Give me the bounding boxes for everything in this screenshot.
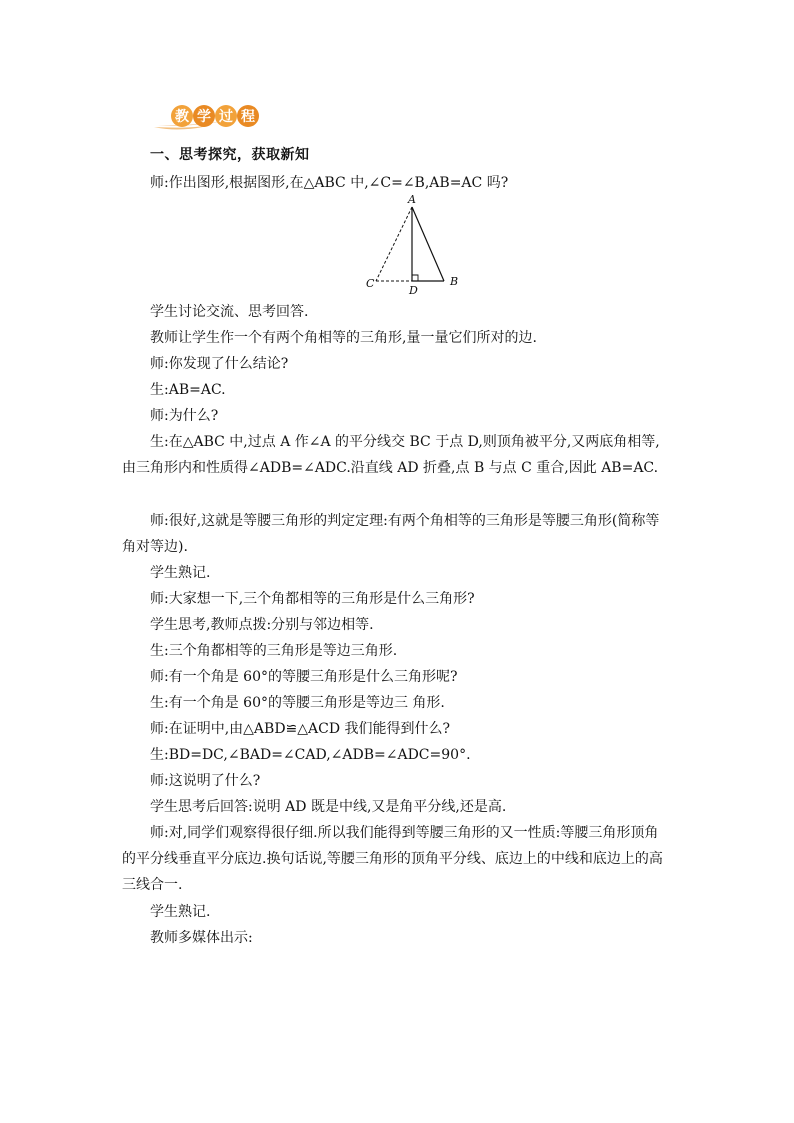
paragraph-7: 生:在△ABC 中,过点 A 作∠A 的平分线交 BC 于点 D,则顶角被平分,又两底角相等,由三角形内和性质得∠ADB=∠ADC.沿直线 AD 折叠,点 B 与点 C 重合,因此 AB=AC. [122, 434, 660, 476]
paragraph-18: 学生思考后回答:说明 AD 既是中线,又是角平分线,还是高. [150, 799, 507, 815]
paragraph-15: 师:在证明中,由△ABD≌△ACD 我们能得到什么? [150, 721, 451, 737]
paragraph-16: 生:BD=DC,∠BAD=∠CAD,∠ADB=∠ADC=90°. [150, 747, 471, 763]
paragraph-2: 学生讨论交流、思考回答. [150, 304, 309, 320]
paragraph-12: 生:三个角都相等的三角形是等边三角形. [150, 643, 398, 659]
paragraph-21: 教师多媒体出示: [150, 930, 253, 946]
paragraph-1: 师:作出图形,根据图形,在△ABC 中,∠C=∠B,AB=AC 吗? [150, 175, 509, 191]
paragraph-9: 学生熟记. [150, 565, 211, 581]
paragraph-20: 学生熟记. [150, 904, 211, 920]
label-a: A [408, 193, 416, 206]
banner-char-1: 教 [175, 109, 189, 125]
banner-char-4: 程 [241, 109, 255, 125]
paragraph-3: 教师让学生作一个有两个角相等的三角形,量一量它们所对的边. [150, 330, 537, 346]
section-title: 一、思考探究，获取新知 [150, 147, 310, 163]
paragraph-13: 师:有一个角是 60°的等腰三角形是什么三角形呢? [150, 669, 458, 685]
banner-char-3: 过 [219, 109, 233, 125]
paragraph-19: 师:对,同学们观察得很仔细.所以我们能得到等腰三角形的又一性质:等腰三角形顶角的平分线垂直平分底边.换句话说,等腰三角形的顶角平分线、底边上的中线和底边上的高三线合一. [122, 825, 663, 893]
paragraph-5: 生:AB=AC. [150, 382, 226, 398]
label-b: B [450, 275, 459, 288]
banner-char-2: 学 [197, 109, 211, 125]
paragraph-8: 师:很好,这就是等腰三角形的判定定理:有两个角相等的三角形是等腰三角形(简称等角对等边). [122, 513, 660, 555]
section-banner [152, 101, 264, 131]
triangle-figure [360, 195, 470, 295]
paragraph-17: 师:这说明了什么? [150, 773, 261, 789]
paragraph-14: 生:有一个角是 60°的等腰三角形是等边三 角形. [150, 695, 445, 711]
paragraph-11: 学生思考,教师点拨:分别与邻边相等. [150, 617, 374, 633]
label-d: D [409, 284, 418, 297]
paragraph-10: 师:大家想一下,三个角都相等的三角形是什么三角形? [150, 591, 475, 607]
paragraph-4: 师:你发现了什么结论? [150, 356, 289, 372]
label-c: C [366, 277, 375, 290]
paragraph-6: 师:为什么? [150, 408, 219, 424]
